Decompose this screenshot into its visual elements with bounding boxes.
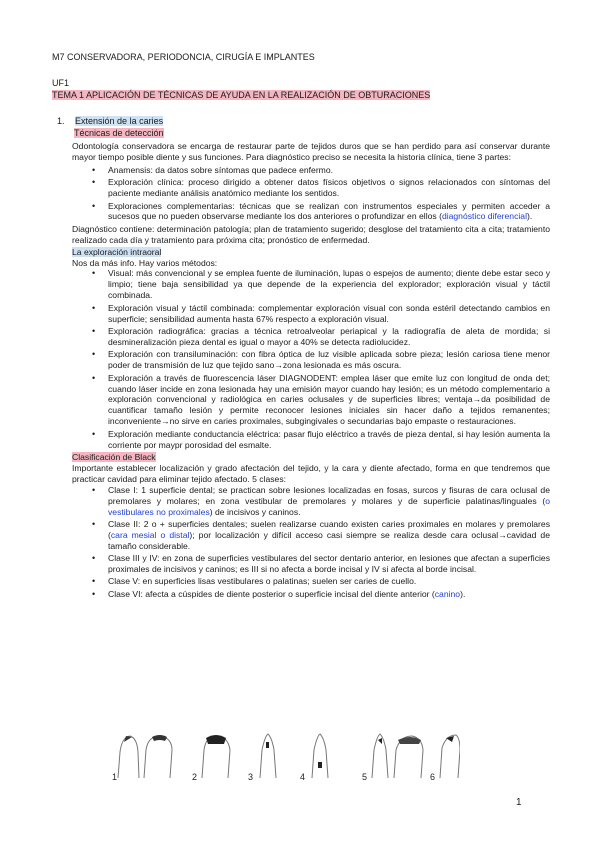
course-header: M7 CONSERVADORA, PERIODONCIA, CIRUGÍA E IMPLANTES — [52, 52, 315, 62]
tooth-3-figure — [248, 734, 276, 782]
list-item: • Clase III y IV: en zona de superficies vestibulares del sector dentario anterior, en lesiones que afectan a superficies proximales de incisivos y caninos; es III si no afecta a borde incisal y IV si afecta al borde incisal. — [90, 553, 550, 575]
classes-list — [72, 485, 550, 600]
tooth-4-figure — [300, 734, 328, 782]
diagnosis-paragraph: Diagnóstico contiene: determinación patología; plan de tratamiento sugerido; desglose del tratamiento cita a cita; tratamiento realizado cada día y tratamiento para próxima cita; pronóstico de enfermedad. — [72, 223, 550, 245]
subsection-heading-intraoral — [72, 247, 550, 258]
figure-label: 5 — [362, 772, 368, 782]
figure-label: 6 — [430, 772, 436, 782]
intro-paragraph: Odontología conservadora se encarga de restaurar parte de tejidos duros que se han perdido para así conservar durante mayor tiempo posible diente y sus funciones. Para diagnóstico preciso se necesita la historia clínica, tiene 3 partes: — [72, 141, 550, 162]
page-number: 1 — [516, 797, 522, 808]
list-item: • Exploración clínica: proceso dirigido a obtener datos físicos objetivos o signos relacionados con síntomas del paciente mediante análisis anatómico mediante los sentidos. — [90, 177, 550, 199]
highlight-term: o vestibulares no proximales — [108, 495, 550, 517]
highlight-term: canino — [434, 588, 461, 599]
list-item: • Exploraciones complementarias: técnicas que se realizan con instrumentos especiales y permiten acceder a sucesos que no pueden observarse mediante los dos anteriores o profundizar en ellos (diagnóstico diferencial). — [90, 201, 550, 223]
subsection-title: La exploración intraoral — [72, 246, 162, 257]
list-item: • Exploración con transiluminación: con fibra óptica de luz visible aplicada sobre pieza; lesión cariosa tiene menor poder de transmisión de luz que tejido sano→zona lesionada es más oscura. — [90, 349, 550, 371]
list-item: • Exploración mediante conductancia eléctrica: pasar flujo eléctrico a través de pieza dental, si hay lesión aumenta la corriente por maypr porosidad del esmalte. — [90, 429, 550, 451]
black-classification-figure — [110, 732, 460, 782]
topic-title — [52, 90, 430, 101]
black-intro: Importante establecer localización y grado afectación del tejido, y la cara y diente afectado, forma en que tendremos que practicar cavidad para eliminar tejido afectado. 5 clases: — [72, 462, 550, 484]
history-list — [72, 165, 550, 223]
list-item: • Exploración radiográfica: gracias a técnica retroalveolar periapical y la radiografía de aleta de mordida; si desmineralización pieza dental es igual o mayor a 40% se detecta radiolucidez. — [90, 326, 550, 348]
unit-label: UF1 — [52, 78, 70, 88]
methods-list — [72, 268, 550, 450]
figure-label: 1 — [112, 772, 118, 782]
section-title: Extensión de la caries — [75, 116, 164, 126]
highlight-term: cara mesial o distal — [110, 529, 190, 540]
subsection-heading-deteccion — [74, 128, 164, 139]
highlight-term: diagnóstico diferencial — [441, 211, 527, 222]
subsection-title: Clasificación de Black — [72, 451, 156, 462]
subsection-title: Técnicas de detección — [74, 128, 164, 138]
tooth-5-figure — [362, 734, 423, 782]
list-item: • Clase VI: afecta a cúspides de diente posterior o superficie incisal del diente anterior (canino). — [90, 589, 550, 600]
list-item: • Anamensis: da datos sobre síntomas que padece enfermo. — [90, 165, 550, 176]
tooth-2-figure — [192, 735, 230, 782]
list-item: • Clase II: 2 o + superficies dentales; suelen realizarse cuando existen caries proximales en molares y premolares (cara mesial o distal); por localización y difícil acceso casi siempre se realiza desde cara oclusal→cavidad de tamaño considerable. — [90, 519, 550, 552]
subsection-heading-black — [72, 452, 550, 463]
list-item: • Visual: más convencional y se emplea fuente de iluminación, lupas o espejos de aumento; diente debe estar seco y limpio; tiene baja sensibilidad ya que depende de la experiencia del explorador; exploración visual y táctil combinada. — [90, 268, 550, 301]
tooth-1-figure — [112, 735, 172, 782]
methods-intro: Nos da más info. Hay varios métodos: — [72, 257, 218, 268]
list-item: • Exploración visual y táctil combinada: complementar exploración visual con sonda estéril detectando cambios en superficie; sensibilidad aumenta hasta 67% respecto a exploración visual. — [90, 303, 550, 325]
figure-label: 3 — [248, 772, 254, 782]
list-item: • Clase I: 1 superficie dental; se practican sobre lesiones localizadas en fosas, surcos y fisuras de cara oclusal de premolares y molares; en zona vestibular de premolares y molares y de superficie palatinas/linguales (o vestibulares no proximales) de incisivos y caninos. — [90, 485, 550, 518]
figure-label: 2 — [192, 772, 198, 782]
section-number: 1. — [57, 116, 65, 126]
topic-title-text: TEMA 1 APLICACIÓN DE TÉCNICAS DE AYUDA EN LA REALIZACIÓN DE OBTURACIONES — [52, 90, 431, 100]
list-item: • Clase V: en superficies lisas vestibulares o palatinas; suelen ser caries de cuello. — [90, 576, 550, 587]
list-item: • Exploración a través de fluorescencia láser DIAGNODENT: emplea láser que emite luz con longitud de onda det; cuando láser incide en zona lesionada hay una emisión mayor cuando hay lesión; es un método complementario a exploración convencional y radiológica en caries oclusales y de superficies libres; ventaja→da posibilidad de cuantificar tamaño lesión y permite reconocer lesiones iniciales sin hacer daño a tejidos remanentes; inconveniente→no sirve en caries proximales, subgingivales o secundarias bajo empaste o restauraciones. — [90, 373, 550, 428]
main-text — [72, 141, 550, 601]
figure-label: 4 — [300, 772, 306, 782]
section-heading — [57, 116, 163, 127]
tooth-6-figure — [430, 735, 460, 782]
